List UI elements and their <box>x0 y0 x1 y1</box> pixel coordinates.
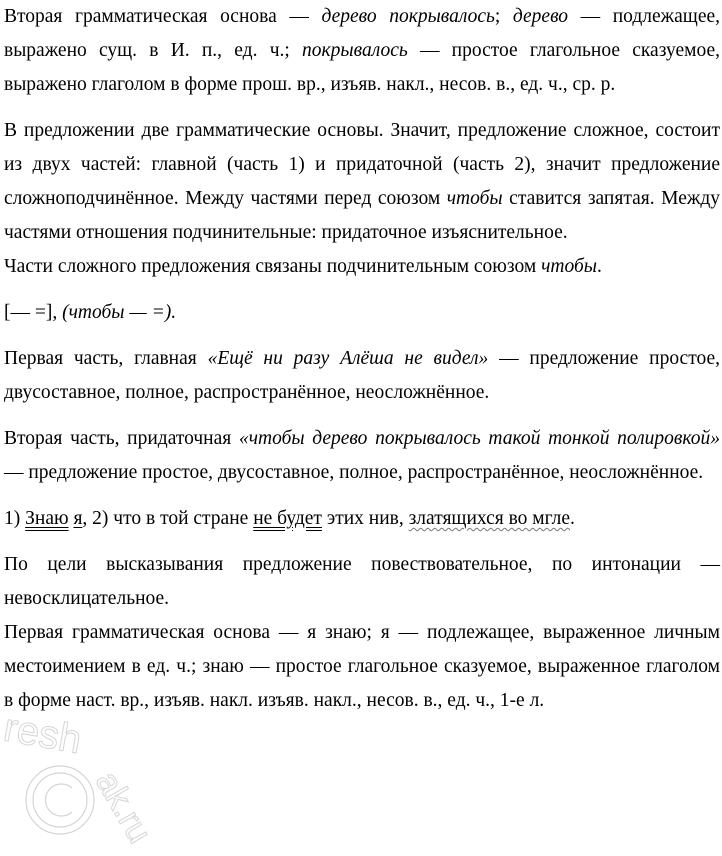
paragraph <box>4 0 720 102</box>
text-segment: Части сложного предложения связаны подчинительным союзом <box>4 256 542 277</box>
italic-text: «чтобы дерево покрывалось такой тонкой полировкой» <box>238 428 720 449</box>
text-segment: Вторая грамматическая основа — <box>4 6 322 27</box>
paragraph <box>4 502 720 536</box>
text-segment: — подлежащее, выражено сущ. в И. п., ед. ч.; <box>4 6 720 61</box>
svg-text:ak.ru: ak.ru <box>88 765 159 850</box>
svg-text:resh: resh <box>0 705 85 763</box>
text-segment: [— =], <box>4 302 63 323</box>
text-segment: — предложение простое, двусоставное, полное, распространённое, неосложнённое. <box>4 462 704 483</box>
underlined-text: не будет <box>253 508 322 529</box>
paragraph <box>4 250 720 284</box>
text-segment: ставится запятая. Между частями отношения подчинительные: придаточное изъяснительное. <box>4 188 720 243</box>
text-segment: В предложении две грамматические основы. Значит, предложение сложное, состоит из двух частей: главной (часть 1) и придаточной (часть 2), значит предложение сложноподчинённое. Между частями перед союзом <box>4 120 720 209</box>
text-segment: — предложение простое, двусоставное, полное, распространённое, неосложнённое. <box>4 348 720 403</box>
text-segment: . <box>596 256 602 277</box>
text-segment: 1) <box>4 508 26 529</box>
paragraph <box>4 422 720 490</box>
text-segment: этих нив, <box>321 508 409 529</box>
paragraph <box>4 616 720 718</box>
italic-text: «Ещё ни разу Алёша не видел» <box>207 348 489 369</box>
text-segment: , 2) что в той стране <box>82 508 254 529</box>
underlined-text: я <box>73 508 83 529</box>
italic-text: (чтобы — =). <box>62 302 177 323</box>
text-segment: . <box>570 508 575 529</box>
italic-text: покрывалось <box>302 40 408 61</box>
watermark-logo <box>0 700 160 856</box>
text-segment: ; <box>494 6 513 27</box>
underlined-text: Знаю <box>25 508 69 529</box>
paragraph <box>4 296 720 330</box>
paragraph <box>4 342 720 410</box>
text-segment: Первая часть, главная <box>4 348 208 369</box>
italic-text: дерево покрывалось <box>321 6 495 27</box>
text-segment: — простое глагольное сказуемое, выражено глаголом в форме прош. вр., изъяв. накл., несов. в., ед. ч., ср. р. <box>4 40 721 95</box>
italic-text: чтобы <box>446 188 503 209</box>
text-segment: Первая грамматическая основа — я знаю; я — подлежащее, выраженное личным местоимением в ед. ч.; знаю — простое глагольное сказуемое, выраженное глаголом в форме наст. вр., изъяв. накл. изъяв. накл., несов. в., ед. ч., 1-е л. <box>4 622 720 711</box>
paragraph <box>4 548 720 616</box>
italic-text: дерево <box>512 6 569 27</box>
paragraph <box>4 114 720 250</box>
text-segment: По цели высказывания предложение повествовательное, по интонации — невосклицательное. <box>4 554 720 609</box>
text-segment: Вторая часть, придаточная <box>4 428 239 449</box>
italic-text: чтобы <box>541 256 597 277</box>
underlined-text: златящихся во мгле <box>408 508 570 529</box>
